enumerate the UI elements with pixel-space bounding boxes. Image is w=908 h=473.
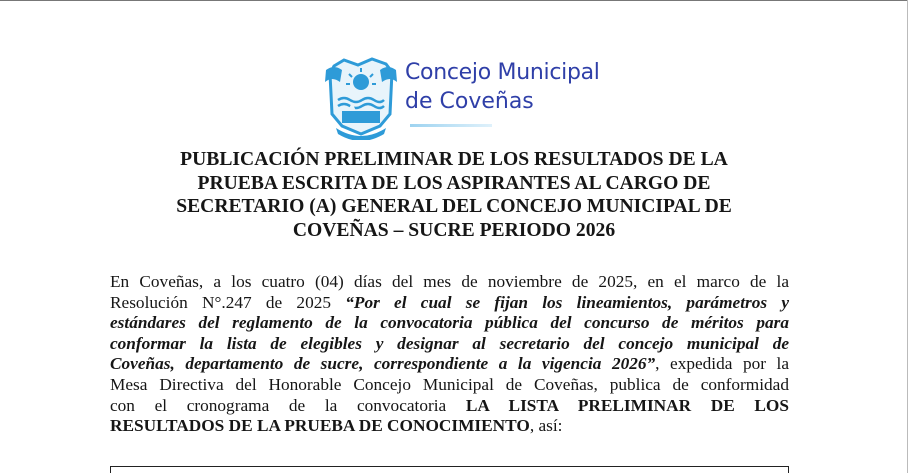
- organization-name: [405, 59, 600, 115]
- body-paragraph: [110, 272, 789, 437]
- body-line: [110, 293, 789, 314]
- body-text-run: En Coveñas, a los cuatro (04) días del mes de noviembre de 2025, en el marco de la: [110, 272, 789, 291]
- body-text-run: Resolución N°.247 de 2025: [110, 292, 346, 312]
- page-top-border: [0, 0, 908, 1]
- body-text-run: Mesa Directiva del Honorable Concejo Municipal de Coveñas, publica de conformidad: [110, 374, 789, 394]
- body-line: [110, 334, 789, 355]
- body-line: [110, 272, 789, 293]
- title-line: SECRETARIO (A) GENERAL DEL CONCEJO MUNICIPAL DE: [176, 196, 732, 217]
- org-underline: [410, 124, 492, 127]
- resolution-title-run: conformar la lista de elegibles y designar al secretario del concejo municipal de: [110, 333, 789, 353]
- org-name-line1: Concejo Municipal: [405, 60, 600, 85]
- org-name-line2: de Coveñas: [405, 89, 534, 114]
- table-left-border: [110, 466, 111, 473]
- body-line: [110, 375, 789, 396]
- concejo-coat-of-arms-icon: [322, 56, 400, 140]
- table-right-border: [788, 466, 789, 473]
- emphasis-run: RESULTADOS DE LA PRUEBA DE CONOCIMIENTO: [110, 416, 530, 436]
- table-top-border: [110, 466, 789, 467]
- title-line: PUBLICACIÓN PRELIMINAR DE LOS RESULTADOS DE LA: [180, 149, 728, 170]
- body-line: [110, 396, 789, 417]
- body-line: [110, 416, 789, 437]
- resolution-title-run: estándares del reglamento de la convocatoria pública del concurso de méritos para: [110, 313, 789, 333]
- body-line: [110, 313, 789, 334]
- resolution-title-run: Coveñas, departamento de sucre, correspondiente a la vigencia 2026”: [110, 354, 656, 374]
- title-line: PRUEBA ESCRITA DE LOS ASPIRANTES AL CARGO DE: [197, 172, 711, 194]
- resolution-title-run: “Por el cual se fijan los lineamientos, parámetros y: [345, 292, 789, 312]
- body-text-run: , así:: [529, 416, 563, 436]
- document-title: [100, 148, 808, 242]
- body-text-run: con el cronograma de la convocatoria: [110, 395, 466, 415]
- emphasis-run: LA LISTA PRELIMINAR DE LOS: [465, 395, 789, 415]
- title-line: COVEÑAS – SUCRE PERIODO 2026: [292, 219, 616, 241]
- body-text-run: , expedida por la: [655, 354, 789, 374]
- body-line: [110, 354, 789, 375]
- letterhead: [322, 56, 622, 142]
